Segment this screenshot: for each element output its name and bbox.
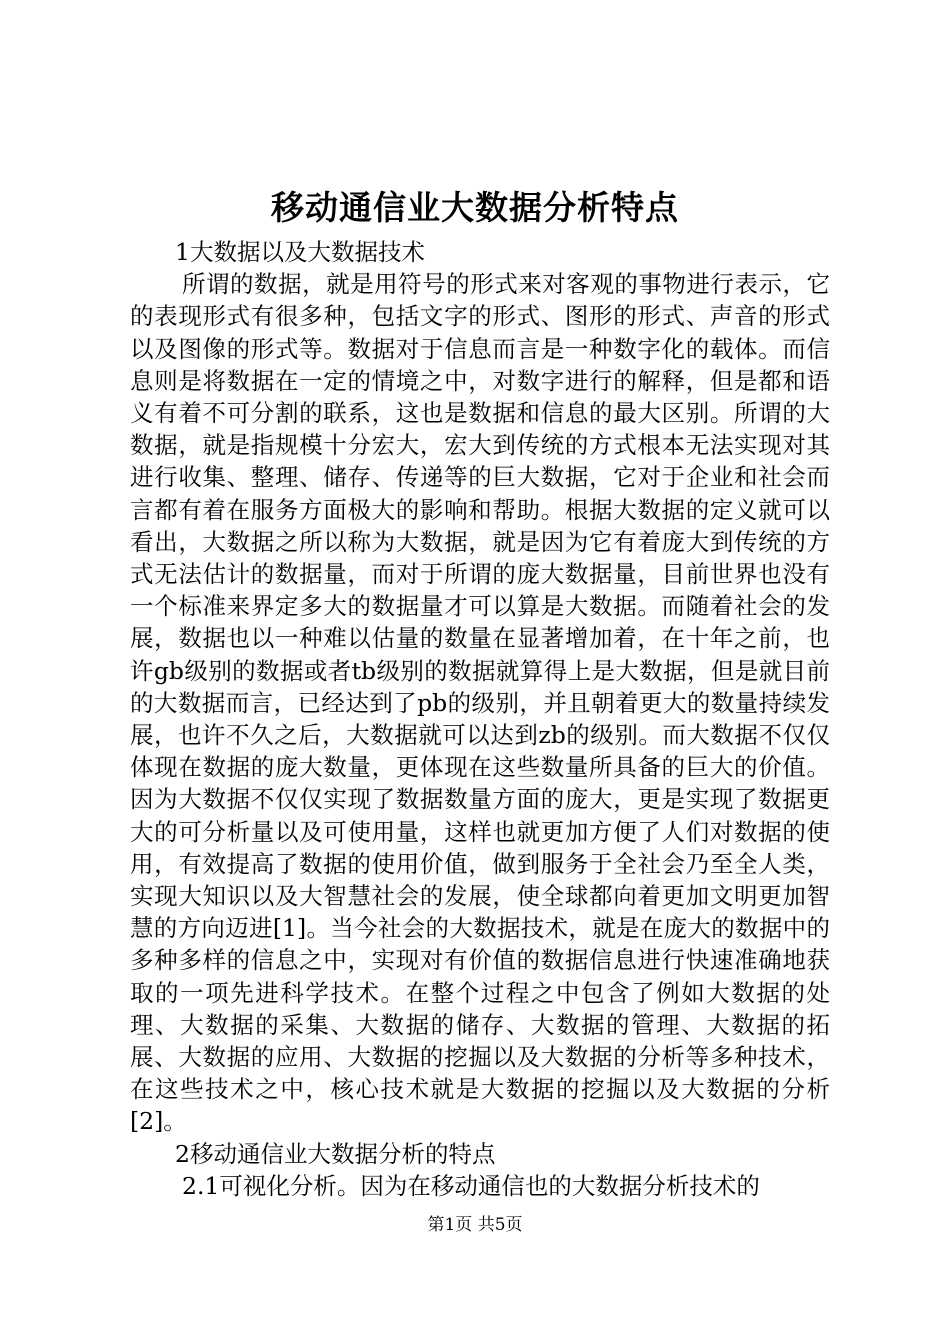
section-heading-2: 2移动通信业大数据分析的特点: [175, 1139, 496, 1168]
section-paragraph-1: 所谓的数据，就是用符号的形式来对客观的事物进行表示，它的表现形式有很多种，包括文字的形式、图形的形式、声音的形式以及图像的形式等。数据对于信息而言是一种数字化的载体。而信息则是将数据在一定的情境之中，对数字进行的解释，但是都和语义有着不可分割的联系，这也是数据和信息的最大区别。所谓的大数据，就是指规模十分宏大，宏大到传统的方式根本无法实现对其进行收集、整理、储存、传递等的巨大数据，它对于企业和社会而言都有着在服务方面极大的影响和帮助。根据大数据的定义就可以看出，大数据之所以称为大数据，就是因为它有着庞大到传统的方式无法估计的数据量，而对于所谓的庞大数据量，目前世界也没有一个标准来界定多大的数据量才可以算是大数据。而随着社会的发展，数据也以一种难以估量的数量在显著增加着，在十年之前，也许gb级别的数据或者tb级别的数据就算得上是大数据，但是就目前的大数据而言，已经达到了pb的级别，并且朝着更大的数量持续发展，也许不久之后，大数据就可以达到zb的级别。而大数据不仅仅体现在数据的庞大数量，更体现在这些数量所具备的巨大的价值。因为大数据不仅仅实现了数据数量方面的庞大，更是实现了数据更大的可分析量以及可使用量，这样也就更加方便了人们对数据的使用，有效提高了数据的使用价值，做到服务于全社会乃至全人类，实现大知识以及大智慧社会的发展，使全球都向着更加文明更加智慧的方向迈进[1]。当今社会的大数据技术，就是在庞大的数据中的多种多样的信息之中，实现对有价值的数据信息进行快速准确地获取的一项先进科学技术。在整个过程之中包含了例如大数据的处理、大数据的采集、大数据的储存、大数据的管理、大数据的拓展、大数据的应用、大数据的挖掘以及大数据的分析等多种技术，在这些技术之中，核心技术就是大数据的挖掘以及大数据的分析[2]。: [130, 270, 830, 1136]
section-heading-1: 1大数据以及大数据技术: [175, 238, 425, 266]
document-title: 移动通信业大数据分析特点: [271, 188, 679, 227]
section-paragraph-2: 2.1可视化分析。因为在移动通信也的大数据分析技术的: [182, 1171, 760, 1200]
page-number: 第1页 共5页: [427, 1215, 523, 1235]
document-body: [130, 236, 830, 1202]
